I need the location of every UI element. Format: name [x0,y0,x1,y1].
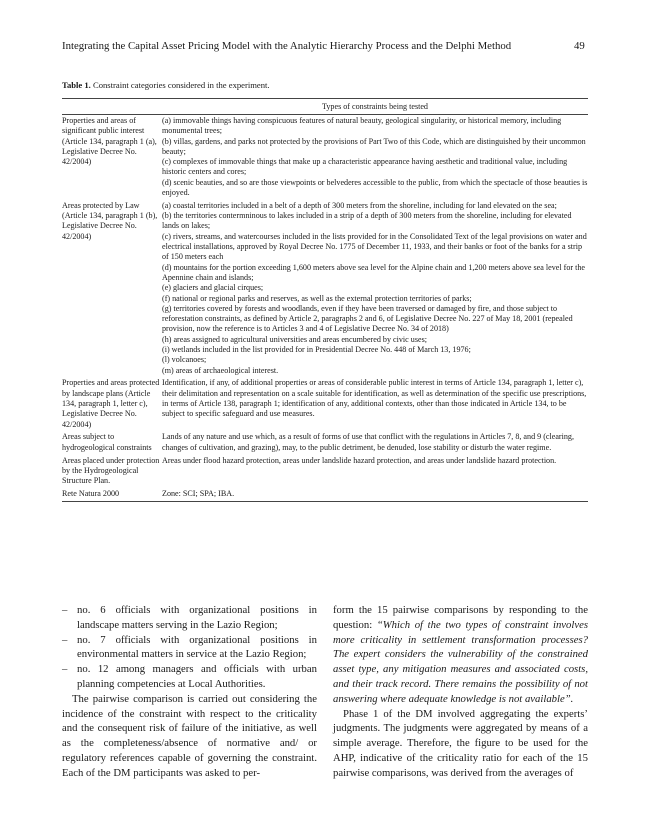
constraint-item: (c) rivers, streams, and watercourses included in the lists provided for in the Consolidated Text of the legal provisions on water and electrical installations, approved by Royal Decree No. 1775 of December 11, 1933, and their banks or foot of the banks for a strip of 150 meters each [162,231,587,262]
constraint-item: Lands of any nature and use which, as a result of forms of use that conflict with the regulations in Articles 7, 8, and 9 (clearing, changes of cultivation, and grazing), may, to the public detriment, be denuded, lose stability or disturb the water regime. [162,432,574,452]
constraint-item: (a) immovable things having conspicuous features of natural beauty, geological singularity, or historical memory, including monumental trees; [162,116,562,136]
category-items [162,456,588,487]
table-row [62,377,588,431]
category-label: Properties and areas of significant public interest (Article 134, paragraph 1 (a), Legislative Decree No. 42/2004) [62,116,157,167]
category-items [162,116,588,198]
constraint-item: (a) coastal territories included in a belt of a depth of 300 meters from the shoreline, including for land elevated on the sea; [162,200,557,210]
list-item [62,603,317,633]
category-label: Areas subject to hydrogeological constraints [62,432,152,452]
body-paragraph: Phase 1 of the DM involved aggregating the experts’ judgments. The judgments were aggregated by means of a simple average. Therefore, the figure to be used for the AHP, indicative of the criticality ratio for each of the 15 pairwise comparisons, was derived from the averages of [333,707,588,779]
table-row [62,115,588,200]
body-paragraph [333,603,588,707]
category-items [162,432,588,453]
constraint-item: Areas under flood hazard protection, areas under landslide hazard protection, and areas under landslide hazard protection. [162,455,557,465]
constraint-item: (h) areas assigned to agricultural universities and areas encumbered by civic uses; [162,334,427,344]
constraint-item: (e) glaciers and glacial cirques; [162,283,264,293]
table-row [62,488,588,501]
list-item-text: no. 7 officials with organizational positions in environmental matters in service at the Lazio Region; [77,633,317,661]
dash-bullet: – [62,663,68,676]
constraint-item: (f) national or regional parks and reserves, as well as the external protection territories of parks; [162,293,472,303]
constraint-item: (d) scenic beauties, and so are those viewpoints or belvederes accessible to the public, from which the spectacle of those beauties is enjoyed. [162,177,588,198]
list-item-text: no. 6 officials with organizational positions in landscape matters serving in the Lazio Region; [77,604,317,631]
right-column [333,603,588,781]
category-label: Rete Natura 2000 [62,488,120,498]
table-caption-text: Constraint categories considered in the experiment. [90,80,270,90]
constraint-item: Identification, if any, of additional properties or areas of considerable public interest in terms of Article 134, paragraph 1, letter c), their delimitation and representation on a scale suitable for identification, as well as determination of the specific use prescriptions, in terms of Article 138, paragraph 1; identification of any, additional contexts, other than those indicated in Article 134, to be subject to specific safeguard and use measures. [162,378,587,419]
constraint-item: (m) areas of archaeological interest. [162,365,279,375]
running-head: Integrating the Capital Asset Pricing Model with the Analytic Hierarchy Process and the Delphi Method [62,40,512,52]
constraint-item: Zone: SCI; SPA; IBA. [162,488,235,498]
table-caption-label: Table 1. [62,80,91,90]
list-item-text: no. 12 among managers and officials with urban planning competencies at Local Authorities. [77,663,317,690]
body-text [62,603,588,781]
list-item [62,633,317,663]
table-column-header: Types of constraints being tested [322,102,428,111]
category-label: Areas protected by Law (Article 134, paragraph 1 (b), Legislative Decree No. 42/2004) [62,200,158,241]
constraint-item: (i) wetlands included in the list provided for in Presidential Decree No. 448 of March 13, 1976; [162,345,471,355]
category-label: Properties and areas protected by landscape plans (Article 134, paragraph 1, letter c), Legislative Decree No. 42/2004) [62,378,160,429]
dash-bullet: – [62,633,68,646]
table-bottom-rule [62,501,588,502]
category-label: Areas placed under protection by the Hydrogeological Structure Plan. [62,455,160,486]
constraint-item: (l) volcanoes; [162,355,207,365]
left-column [62,603,317,781]
constraint-item: (d) mountains for the portion exceeding 1,600 meters above sea level for the Alpine chain and 1,200 meters above sea level for the Apennine chain and islands; [162,262,585,282]
category-items [162,201,588,376]
dash-bullet: – [62,604,68,616]
table-row [62,200,588,378]
page-number: 49 [574,40,585,52]
constraint-item: (b) the territories contermninous to lakes included in a strip of a depth of 300 meters from the shoreline, including for elevated lands on lakes; [162,211,572,231]
question-quote: “Which of the two types of constraint involves more criticality in settlement transformation processes? The expert considers the vulnerability of the constrained asset type, any mitigation measures and associated costs, and their track record. There remains the possibility of not answering where adequate knowledge is not available”. [333,618,588,705]
category-items [162,378,588,429]
paragraph-lead: form the 15 pairwise comparisons by responding to the question: [333,604,588,631]
table-row [62,455,588,488]
table-caption [62,80,270,90]
constraint-item: (b) villas, gardens, and parks not protected by the provisions of Part Two of this Code, which are distinguished by their uncommon beauty; [162,136,586,156]
body-paragraph: The pairwise comparison is carried out considering the incidence of the constraint with respect to the criticality and the consequent risk of failure of the initiative, as well as the completeness/absence of normative and/ or regulatory references capable of governing the constraint. Each of the DM participants was asked to per- [62,692,317,779]
constraint-item: (g) territories covered by forests and woodlands, even if they have been traversed or damaged by fire, and those subject to reforestation constraints, as defined by Article 2, paragraphs 2 and 6, of Legislative Decree No. 227 of May 18, 2001 (repealed provision, now the reference is to Articles 3 and 4 of Legislative Decree No. 34 of 2018) [162,303,573,334]
constraint-item: (c) complexes of immovable things that make up a characteristic appearance having aesthetic and traditional value, including historic centers and cores; [162,157,568,177]
list-item [62,662,317,692]
constraints-table [62,98,588,502]
category-items [162,489,588,499]
table-row [62,431,588,454]
